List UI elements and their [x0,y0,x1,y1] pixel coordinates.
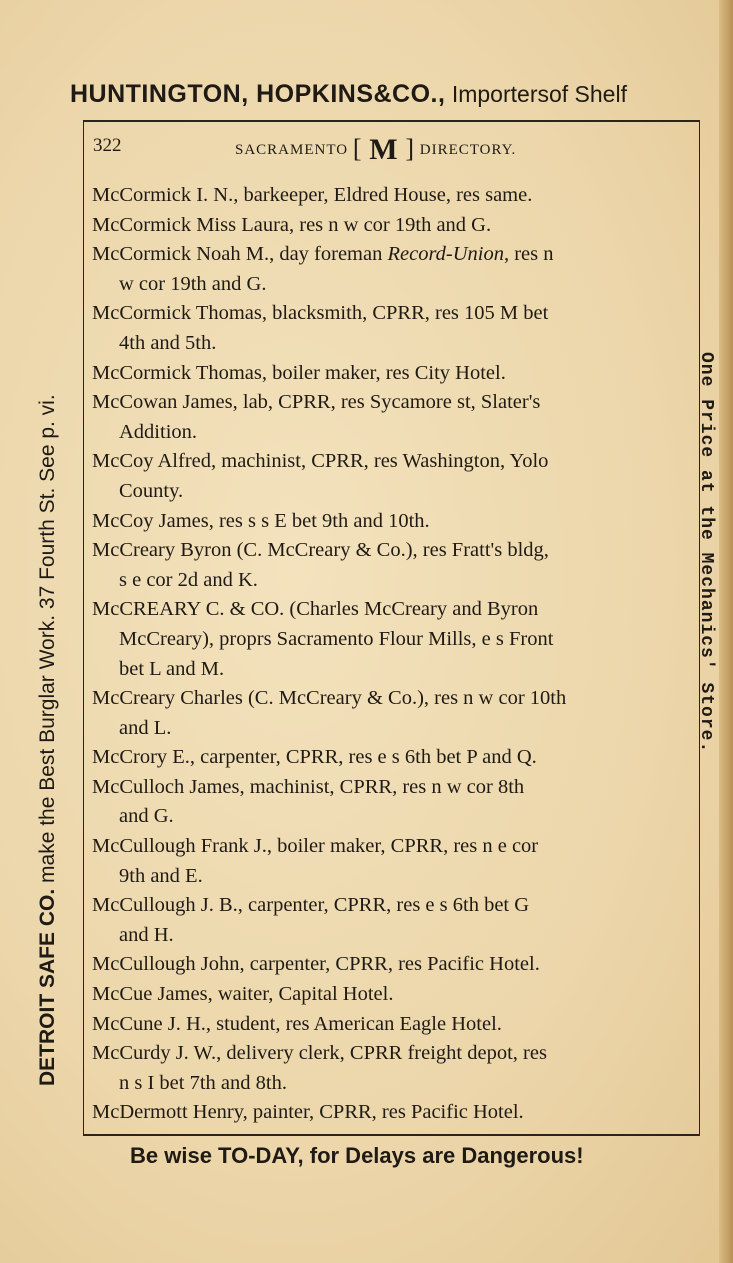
left-margin-advertisement [36,111,60,1086]
directory-entry [92,359,682,389]
title-bracket-open: [ [352,134,363,163]
entry-line: McCullough J. B., carpenter, CPRR, res e s 6th bet G [92,894,530,917]
left-margin-company: DETROIT SAFE CO. [36,888,59,1086]
top-banner-company: HUNTINGTON, HOPKINS&CO., [70,80,446,108]
entry-continuation: McCreary), proprs Sacramento Flour Mills, e s Front [119,627,554,650]
title-bracket-close: ] [405,134,415,163]
newspaper-name: Record-Union [387,243,504,266]
entry-line: McDermott Henry, painter, CPRR, res Pacific Hotel. [92,1101,524,1124]
directory-entry [92,773,682,832]
entry-line: McCREARY C. & CO. (Charles McCreary and Byron [92,598,539,621]
entry-line: McCune J. H., student, res American Eagle Hotel. [92,1012,502,1035]
entry-line: McCormick Noah M., day foreman Record-Union, res n [92,243,554,266]
directory-entry [92,891,682,950]
directory-entry [92,684,682,743]
entry-continuation: 9th and E. [119,864,203,887]
title-directory: DIRECTORY. [419,142,517,158]
entry-line: McCormick I. N., barkeeper, Eldred House, res same. [92,184,533,206]
entry-continuation: 4th and 5th. [119,331,217,354]
entry-continuation: s e cor 2d and K. [119,568,258,591]
entry-continuation: and L. [119,716,172,739]
entry-line: McCormick Thomas, blacksmith, CPRR, res 105 M bet [92,302,549,325]
directory-entry [92,832,682,891]
entry-line: McCormick Miss Laura, res n w cor 19th and G. [92,213,492,236]
directory-entry [92,211,682,241]
entry-line: McCrory E., carpenter, CPRR, res e s 6th bet P and Q. [92,746,537,769]
right-margin-advertisement: One Price at the Mechanics' Store. [696,352,716,754]
entry-continuation: County. [119,479,184,502]
directory-entry [92,595,682,684]
directory-entry [92,1098,682,1128]
title-section-letter: M [369,133,399,166]
directory-entry [92,240,682,299]
entry-continuation: bet L and M. [119,657,225,680]
entry-line: McCreary Byron (C. McCreary & Co.), res Fratt's bldg, [92,539,549,562]
directory-entry [92,507,682,537]
page-edge [719,0,733,1263]
entry-line: McCurdy J. W., delivery clerk, CPRR freight depot, res [92,1042,547,1065]
entry-line: McCoy Alfred, machinist, CPRR, res Washington, Yolo [92,450,549,473]
bottom-advertisement-banner: Be wise TO-DAY, for Delays are Dangerous! [130,1143,584,1168]
running-header [90,133,685,167]
directory-entry [92,1010,682,1040]
directory-entry [92,447,682,506]
entry-line: McCullough Frank J., boiler maker, CPRR, res n e cor [92,835,539,858]
top-banner-text: Importersof Shelf [445,81,627,107]
entry-line: McCue James, waiter, Capital Hotel. [92,983,394,1006]
directory-entry [92,536,682,595]
entry-continuation: n s I bet 7th and 8th. [119,1071,287,1094]
directory-entry [92,743,682,773]
entry-line: McCullough John, carpenter, CPRR, res Pacific Hotel. [92,953,540,976]
entry-line: McCoy James, res s s E bet 9th and 10th. [92,509,430,532]
entry-line: McCormick Thomas, boiler maker, res City Hotel. [92,361,506,384]
directory-entry [92,980,682,1010]
entry-line: McCulloch James, machinist, CPRR, res n w cor 8th [92,775,525,798]
entry-line: McCreary Charles (C. McCreary & Co.), res n w cor 10th [92,687,567,710]
entry-continuation: and H. [119,923,174,946]
entry-continuation: and G. [119,805,174,828]
directory-entry [92,950,682,980]
page-number: 322 [93,135,122,156]
top-advertisement-banner [70,80,710,109]
directory-entry [92,1039,682,1098]
entry-line: McCowan James, lab, CPRR, res Sycamore st, Slater's [92,391,541,414]
left-margin-text: make the Best Burglar Work. 37 Fourth St. See p. vi. [36,394,59,889]
entry-continuation: w cor 19th and G. [119,272,267,295]
directory-entry [92,181,682,211]
directory-entry [92,388,682,447]
directory-entry [92,299,682,358]
directory-entries [92,181,682,1128]
entry-continuation: Addition. [119,420,198,443]
title-city: SACRAMENTO [235,142,349,158]
directory-title [235,133,516,167]
